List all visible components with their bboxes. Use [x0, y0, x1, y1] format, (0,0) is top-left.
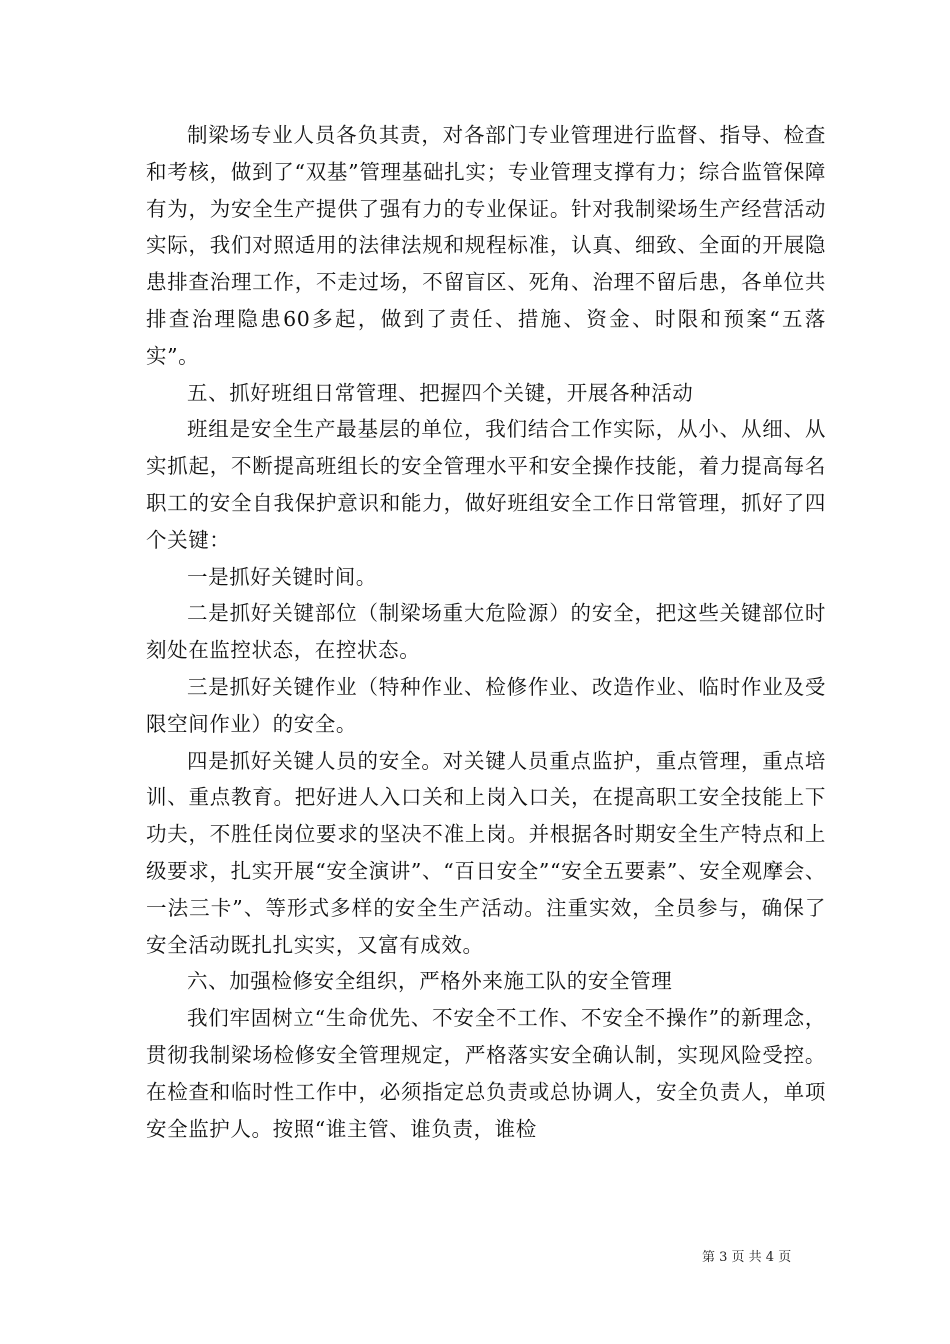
- paragraph: 三是抓好关键作业（特种作业、检修作业、改造作业、临时作业及受限空间作业）的安全。: [146, 674, 826, 736]
- paragraph: 一是抓好关键时间。: [187, 564, 377, 589]
- page-number: 第 3 页 共 4 页: [702, 1250, 792, 1265]
- section-heading: 五、抓好班组日常管理、把握四个关键，开展各种活动: [187, 380, 694, 405]
- paragraph: 二是抓好关键部位（制梁场重大危险源）的安全，把这些关键部位时刻处在监控状态，在控状态。: [146, 601, 826, 663]
- paragraph: 制梁场专业人员各负其责，对各部门专业管理进行监督、指导、检查和考核，做到了“双基”管理基础扎实；专业管理支撑有力；综合监管保障有为，为安全生产提供了强有力的专业保证。针对我制梁场生产经营活动实际，我们对照适用的法律法规和规程标准，认真、细致、全面的开展隐患排查治理工作，不走过场，不留盲区、死角、治理不留后患，各单位共排查治理隐患60多起，做到了责任、措施、资金、时限和预案“五落实”。: [146, 123, 826, 368]
- document-body: [146, 117, 826, 1147]
- paragraph: 班组是安全生产最基层的单位，我们结合工作实际，从小、从细、从实抓起，不断提高班组长的安全管理水平和安全操作技能，着力提高每名职工的安全自我保护意识和能力，做好班组安全工作日常管理，抓好了四个关键：: [146, 417, 826, 552]
- paragraph: 我们牢固树立“生命优先、不安全不工作、不安全不操作”的新理念，贯彻我制梁场检修安全管理规定，严格落实安全确认制，实现风险受控。在检查和临时性工作中，必须指定总负责或总协调人，安全负责人，单项安全监护人。按照“谁主管、谁负责，谁检: [146, 1006, 826, 1141]
- paragraph: 四是抓好关键人员的安全。对关键人员重点监护，重点管理，重点培训、重点教育。把好进人入口关和上岗入口关，在提高职工安全技能上下功夫，不胜任岗位要求的坚决不准上岗。并根据各时期安全生产特点和上级要求，扎实开展“安全演讲”、“百日安全”“安全五要素”、安全观摩会、一法三卡”、等形式多样的安全生产活动。注重实效，全员参与，确保了安全活动既扎扎实实，又富有成效。: [146, 748, 826, 957]
- section-heading: 六、加强检修安全组织，严格外来施工队的安全管理: [187, 969, 673, 994]
